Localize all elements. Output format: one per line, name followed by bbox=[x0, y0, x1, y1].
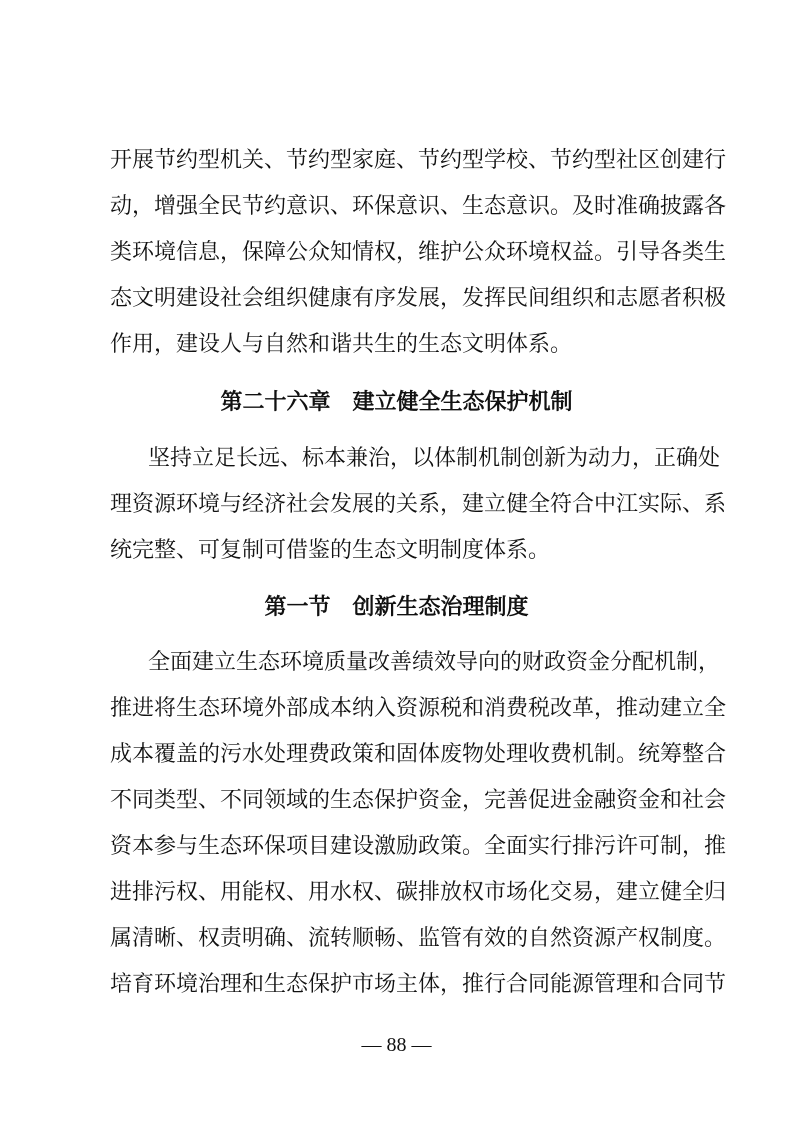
paragraph-3-line-4: 不同类型、不同领域的生态保护资金，完善促进金融资金和社会 bbox=[110, 788, 727, 813]
paragraph-2-line-3: 统完整、可复制可借鉴的生态文明制度体系。 bbox=[110, 538, 551, 563]
paragraph-3-line-5: 资本参与生态环保项目建设激励政策。全面实行排污许可制，推 bbox=[110, 834, 727, 859]
paragraph-1-line-3: 类环境信息，保障公众知情权，维护公众环境权益。引导各类生 bbox=[110, 240, 727, 265]
paragraph-1-line-2: 动，增强全民节约意识、环保意识、生态意识。及时准确披露各 bbox=[110, 194, 727, 219]
paragraph-2-line-2: 理资源环境与经济社会发展的关系，建立健全符合中江实际、系 bbox=[110, 492, 727, 517]
section-heading: 第一节 创新生态治理制度 bbox=[264, 594, 529, 620]
paragraph-1-line-5: 作用，建设人与自然和谐共生的生态文明体系。 bbox=[110, 332, 573, 357]
paragraph-1-line-4: 态文明建设社会组织健康有序发展，发挥民间组织和志愿者积极 bbox=[110, 286, 727, 311]
page-number: — 88 — bbox=[361, 1034, 432, 1056]
paragraph-3-line-1: 全面建立生态环境质量改善绩效导向的财政资金分配机制， bbox=[148, 650, 721, 675]
paragraph-3-line-8: 培育环境治理和生态保护市场主体，推行合同能源管理和合同节 bbox=[110, 972, 727, 997]
chapter-heading: 第二十六章 建立健全生态保护机制 bbox=[220, 390, 573, 415]
paragraph-3-line-2: 推进将生态环境外部成本纳入资源税和消费税改革，推动建立全 bbox=[110, 696, 727, 721]
paragraph-3-line-6: 进排污权、用能权、用水权、碳排放权市场化交易，建立健全归 bbox=[110, 880, 727, 905]
paragraph-3-line-3: 成本覆盖的污水处理费政策和固体废物处理收费机制。统筹整合 bbox=[110, 742, 727, 767]
paragraph-2-line-1: 坚持立足长远、标本兼治，以体制机制创新为动力，正确处 bbox=[148, 446, 721, 471]
paragraph-1-line-1: 开展节约型机关、节约型家庭、节约型学校、节约型社区创建行 bbox=[110, 148, 727, 173]
paragraph-3-line-7: 属清晰、权责明确、流转顺畅、监管有效的自然资源产权制度。 bbox=[110, 926, 727, 951]
